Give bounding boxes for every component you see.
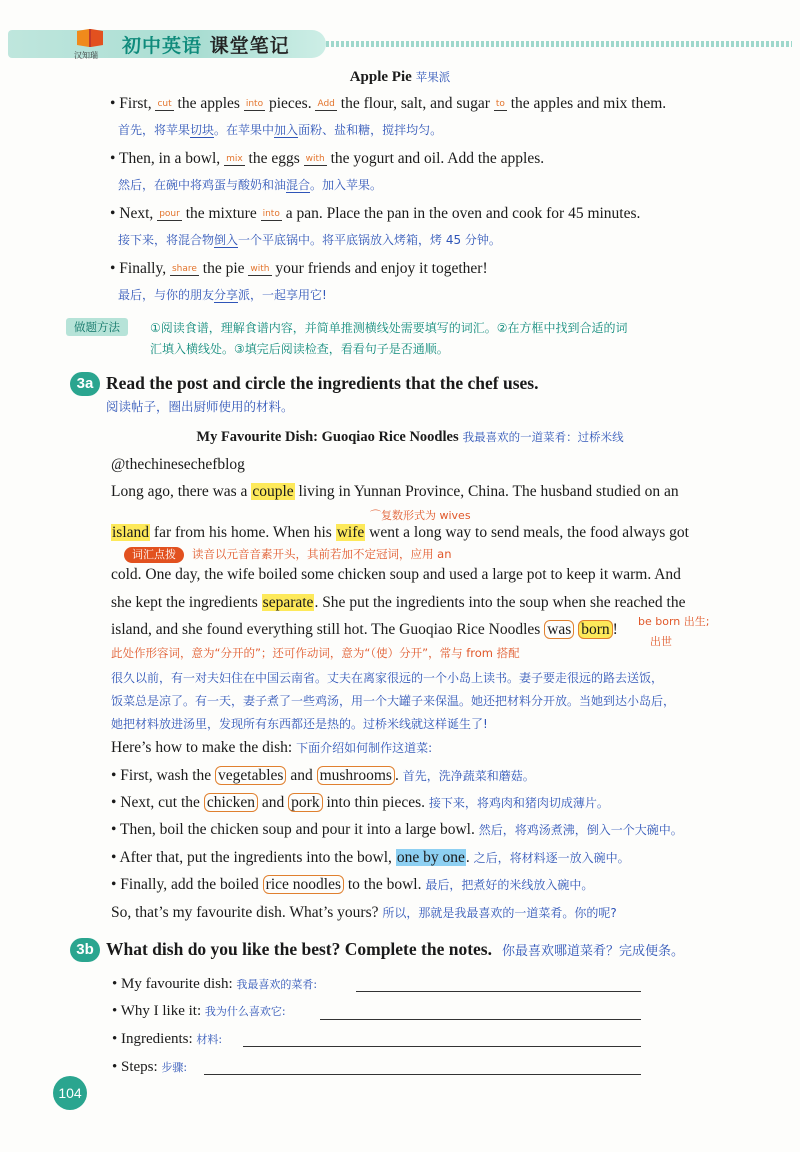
how-to-step-2: • Next, cut the chicken and pork into thin pieces. 接下来，将鸡肉和猪肉切成薄片。 (111, 794, 609, 811)
recipe-step-text: • Finally, share the pie with your friends and enjoy it together! (110, 260, 488, 277)
how-to-step-4: • After that, put the ingredients into the bowl, one by one. 之后，将材料逐一放入碗中。 (111, 849, 630, 866)
answer-blank: into (262, 209, 280, 219)
passage-translation: 很久以前，有一对夫妇住在中国云南省。丈夫在离家很远的一个小岛上读书。妻子要走很远的路去送饭， 饭菜总是凉了。有一天，妻子煮了一些鸡汤，用一个大罐子来保温。她还把材料分开放。当她到达小岛后， 她把材料放进汤里，发现所有东西都还是热的。过桥米线就这样诞生了! (111, 671, 676, 731)
highlight-word: separate (262, 594, 314, 611)
passage-line-5: island, and she found everything still hot. The Guoqiao Rice Noodles was born ! (111, 621, 618, 638)
why-answer-line[interactable] (320, 1019, 641, 1020)
circled-word: was (544, 620, 574, 639)
ingredients-answer-line[interactable] (243, 1046, 641, 1047)
answer-blank: with (250, 264, 270, 274)
how-to-step-3: • Then, boil the chicken soup and pour it into a large bowl. 然后，将鸡汤煮沸，倒入一个大碗中。 (111, 821, 683, 838)
recipe-step-text: • Then, in a bowl, mix the eggs with the yogurt and oil. Add the apples. (110, 150, 545, 167)
wives-note: ⌒复数形式为 wives (370, 509, 471, 522)
answer-blank: with (305, 154, 325, 164)
separate-note: 此处作形容词，意为“分开的”；还可作动词，意为“（使）分开”，常与 from 搭配 (111, 646, 520, 660)
steps-answer-line[interactable] (204, 1074, 641, 1075)
recipe-step-text: • Next, pour the mixture into a pan. Place the pan in the oven and cook for 45 minutes. (110, 205, 641, 222)
section-3a-badge: 3a (70, 372, 100, 396)
passage-line-4: she kept the ingredients separate. She put the ingredients into the soup when she reached the (111, 594, 686, 611)
answer-blank: Add (317, 99, 335, 109)
tip-text: ①阅读食谱，理解食谱内容，并简单推测横线处需要填写的词汇。②在方框中找到合适的词 汇填入横线处。③填完后阅读检查，看看句子是否通顺。 (150, 321, 628, 356)
book-icon (76, 28, 104, 48)
highlight-word: couple (252, 483, 294, 500)
favourite-dish-answer-line[interactable] (356, 991, 641, 992)
section-3a-heading: Read the post and circle the ingredients that the chef uses. 阅读帖子，圈出厨师使用的材料。 (106, 373, 539, 414)
book-title (122, 31, 290, 58)
circled-ingredient: vegetables (215, 766, 286, 785)
answer-blank: mix (226, 154, 243, 164)
field-ingredients-label: • Ingredients: 材料: (112, 1031, 223, 1047)
post-handle: @thechinesechefblog (111, 456, 245, 473)
field-why-label: • Why I like it: 我为什么喜欢它: (112, 1003, 286, 1019)
section-3b-heading: What dish do you like the best? Complete the notes. 你最喜欢哪道菜肴？完成便条。 (106, 939, 685, 959)
book-title-part1: 初中英语 (122, 35, 203, 57)
recipe-step-translation: 最后，与你的朋友分享派，一起享用它! (118, 288, 327, 302)
highlight-word: wife (336, 524, 365, 541)
recipe-step-4 (110, 260, 790, 303)
passage-line-3: cold. One day, the wife boiled some chicken soup and used a large pot to keep it warm. And (111, 566, 681, 583)
circled-ingredient: pork (288, 793, 322, 812)
highlight-word: island (112, 524, 150, 541)
recipe-step-3 (110, 205, 790, 248)
answer-blank: pour (159, 209, 180, 219)
highlight-phrase: one by one (396, 849, 465, 866)
circled-ingredient: rice noodles (263, 875, 344, 894)
recipe-step-text: • First, cut the apples into pieces. Add the flour, salt, and sugar to the apples and mix them. (110, 95, 667, 112)
recipe-step-translation: 接下来，将混合物倒入一个平底锅中。将平底锅放入烤箱，烤 45 分钟。 (118, 233, 501, 247)
recipe-step-translation: 首先，将苹果切块。在苹果中加入面粉、盐和糖，搅拌均匀。 (118, 123, 443, 137)
field-favourite-dish-label: • My favourite dish: 我最喜欢的菜肴: (112, 976, 318, 992)
post-title: My Favourite Dish: Guoqiao Rice Noodles 我最喜欢的一道菜肴：过桥米线 (196, 429, 624, 445)
recipe-step-1 (110, 95, 790, 138)
answer-blank: cut (157, 99, 172, 109)
logo-text: 汉知瑞 (74, 51, 98, 60)
vocab-tip-pill: 词汇点拨 (124, 547, 184, 563)
how-to-closing: So, that’s my favourite dish. What’s yours? 所以，那就是我最喜欢的一道菜肴。你的呢? (111, 904, 617, 921)
field-steps-label: • Steps: 步骤: (112, 1059, 188, 1075)
section-3b-badge: 3b (70, 938, 100, 962)
circled-ingredient: mushrooms (317, 766, 395, 785)
recipe-step-translation: 然后，在碗中将鸡蛋与酸奶和油混合。加入苹果。 (118, 178, 383, 192)
answer-blank: share (171, 264, 197, 274)
book-title-part2: 课堂笔记 (209, 35, 290, 57)
circled-ingredient: chicken (204, 793, 258, 812)
page-number: 104 (53, 1076, 87, 1110)
page-header (0, 26, 800, 62)
tip-badge: 做题方法 (66, 318, 128, 336)
answer-blank: into (245, 99, 264, 109)
publisher-logo (70, 26, 110, 62)
circled-word: born (578, 620, 612, 639)
apple-pie-title: Apple Pie 苹果派 (349, 69, 451, 85)
how-to-step-1: • First, wash the vegetables and mushrooms . 首先，洗净蔬菜和蘑菇。 (111, 767, 535, 784)
born-note: be born 出生; 出世 (638, 615, 710, 648)
passage-line-2: island far from his home. When his wife went a long way to send meals, the food always got (112, 524, 689, 541)
passage-line-1: Long ago, there was a couple living in Yunnan Province, China. The husband studied on an (111, 483, 679, 500)
how-to-intro: Here’s how to make the dish: 下面介绍如何制作这道菜: (111, 739, 433, 756)
answer-blank: to (495, 99, 505, 109)
how-to-step-5: • Finally, add the boiled rice noodles to the bowl. 最后，把煮好的米线放入碗中。 (111, 876, 594, 893)
island-note: 词汇点拨 读音以元音音素开头，其前若加不定冠词，应用 an (124, 545, 800, 563)
recipe-step-2 (110, 150, 790, 193)
header-dotted-line (326, 41, 792, 47)
